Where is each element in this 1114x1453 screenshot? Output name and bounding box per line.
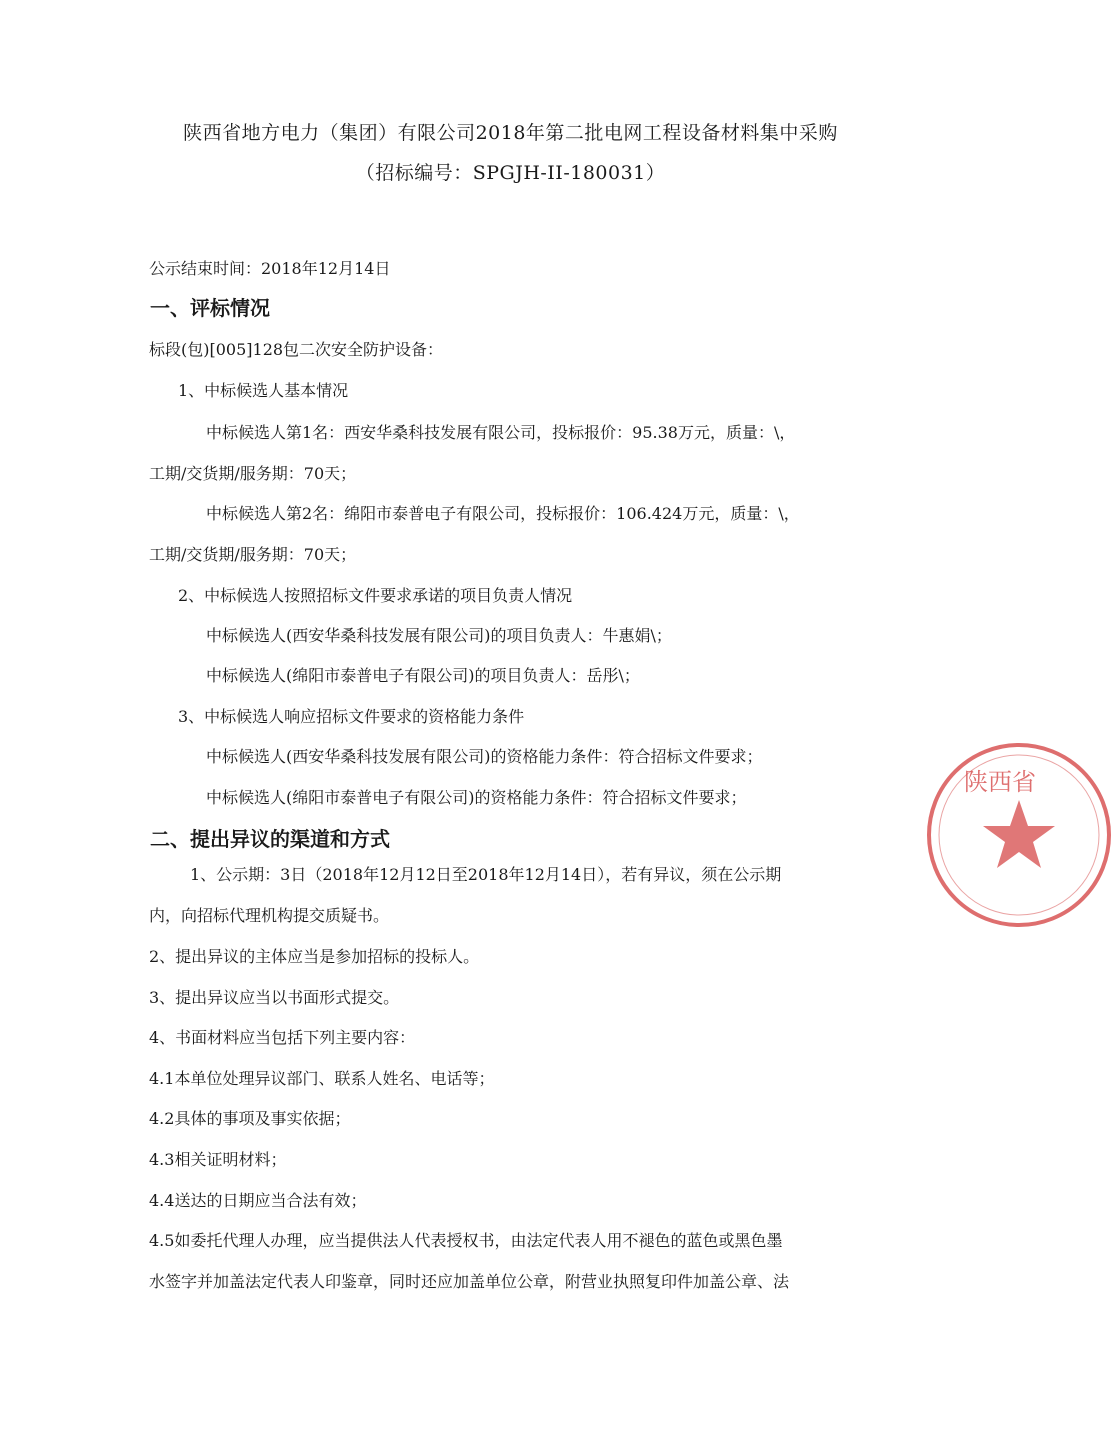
objection-contents: 4、书面材料应当包括下列主要内容： [149,1028,416,1047]
candidate-2-line-1: 中标候选人第2名：绵阳市泰普电子有限公司，投标报价：106.424万元，质量：\， [206,504,800,523]
project-manager-2: 中标候选人(绵阳市泰普电子有限公司)的项目负责人：岳彤\； [206,666,640,685]
subheading-candidate-info: 1、中标候选人基本情况 [178,381,349,400]
section-heading-evaluation: 一、评标情况 [150,296,270,320]
document-subtitle: （招标编号：SPGJH-II-180031） [355,162,666,184]
qualification-1: 中标候选人(西安华桑科技发展有限公司)的资格能力条件：符合招标文件要求； [206,747,763,766]
objection-period-line-1: 1、公示期：3日（2018年12月12日至2018年12月14日），若有异议，须在公示期 [190,865,782,884]
objection-item-4-5-line-1: 4.5如委托代理人办理，应当提供法人代表授权书，由法定代表人用不褪色的蓝色或黑色墨 [149,1231,783,1250]
subheading-qualification: 3、中标候选人响应招标文件要求的资格能力条件 [178,707,525,726]
seal-star-icon [983,800,1055,868]
objection-item-4-5-line-2: 水签字并加盖法定代表人印鉴章，同时还应加盖单位公章，附营业执照复印件加盖公章、法 [149,1272,790,1291]
document-title: 陕西省地方电力（集团）有限公司2018年第二批电网工程设备材料集中采购 [183,122,838,144]
candidate-1-line-2: 工期/交货期/服务期：70天； [149,464,357,483]
seal-text: 陕西省 [964,768,1036,796]
objection-period-line-2: 内，向招标代理机构提交质疑书。 [149,906,390,925]
objection-item-4-1: 4.1本单位处理异议部门、联系人姓名、电话等； [149,1069,495,1088]
objection-item-4-3: 4.3相关证明材料； [149,1150,287,1169]
objection-written-form: 3、提出异议应当以书面形式提交。 [149,988,400,1007]
candidate-2-line-2: 工期/交货期/服务期：70天； [149,545,357,564]
objection-item-4-2: 4.2具体的事项及事实依据； [149,1109,351,1128]
subheading-project-manager: 2、中标候选人按照招标文件要求承诺的项目负责人情况 [178,586,573,605]
announcement-end-time: 公示结束时间：2018年12月14日 [149,259,391,278]
candidate-1-line-1: 中标候选人第1名：西安华桑科技发展有限公司，投标报价：95.38万元，质量：\， [206,423,796,442]
section-heading-objection: 二、提出异议的渠道和方式 [150,827,390,851]
objection-item-4-4: 4.4送达的日期应当合法有效； [149,1191,367,1210]
objection-subject: 2、提出异议的主体应当是参加招标的投标人。 [149,947,480,966]
official-seal [924,740,1114,930]
project-manager-1: 中标候选人(西安华桑科技发展有限公司)的项目负责人：牛惠娟\； [206,626,672,645]
qualification-2: 中标候选人(绵阳市泰普电子有限公司)的资格能力条件：符合招标文件要求； [206,788,747,807]
lot-description: 标段(包)[005]128包二次安全防护设备： [149,340,444,359]
